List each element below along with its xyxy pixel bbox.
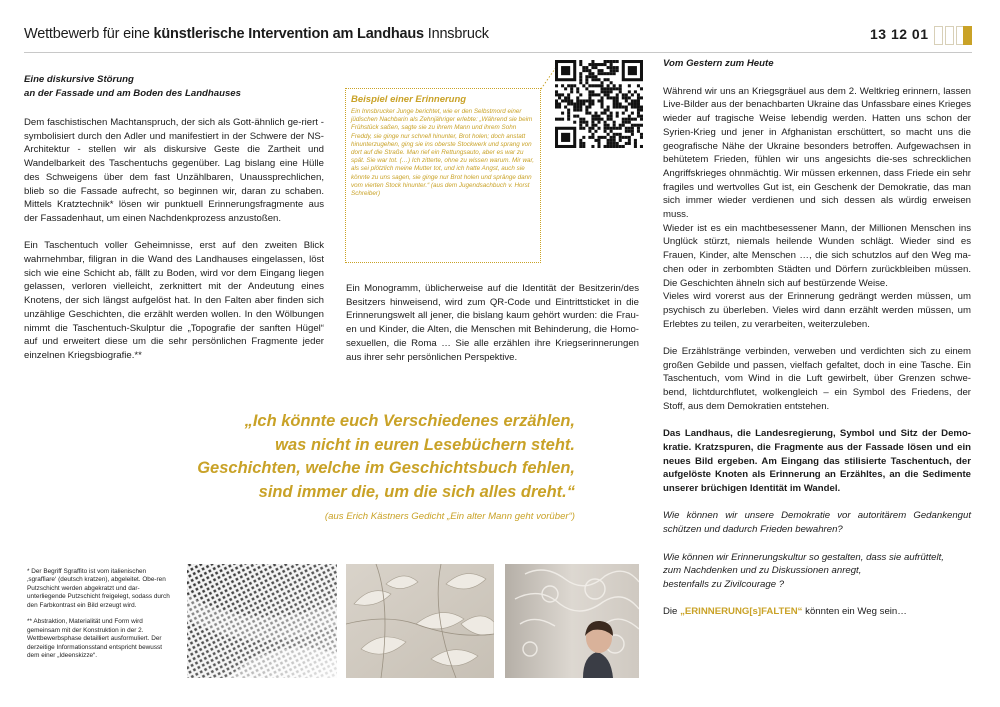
paragraph-bold: Das Landhaus, die Landesregierung, Symbol und Sitz der Demo-kratie. Kratzspuren, die Fragmente aus der Fassade lösen und ein neues Bild ergeben. Am Eingang das stilisierte Taschentuch, der aufgelöste Knoten als Erinnerung an Erzähltes, an die Sedimente unserer brüchigen Identität im Wandel.: [663, 428, 971, 495]
closing-line: [663, 605, 971, 619]
quote-line: „Ich könnte euch Verschiedenes erzählen,: [244, 412, 575, 430]
kaestner-quote: [100, 410, 575, 505]
monogram-text: [346, 282, 639, 378]
header-rule: [24, 52, 972, 53]
paragraph: Während wir uns an Kriegsgräuel aus dem 2. Weltkrieg erinnern, lassen Live-Bilder aus der benachbarten Ukraine das Unfassbare eines Krieges wieder auf tragische Weise lebendig werden. Hatten uns schon der Syrien-Krieg und jener in Afghanistan erschüttert, so macht uns die geografische Nähe der Ukraine besonders betroffen. Aufgewachsen in behütetem Frieden, fühlen wir uns angesichts die-ses schrecklichen Angriffskrieges ohnmächtig. Wir müssen erkennen, dass Friede ein sehr fragiles und wertvolles Gut ist, ein Geschenk der Demokratie, das man sich immer wieder verdienen und sich dessen als würdig erweisen muss.: [663, 85, 971, 221]
intro-title: [24, 73, 324, 100]
question-line: zum Nachdenken und zu Diskussionen anregt,: [663, 565, 862, 577]
header-prefix: Wettbewerb für eine: [24, 26, 154, 42]
quote-line: sind immer die, um die sich alles dreht.“: [258, 483, 575, 502]
quote-line: Geschichten, welche im Geschichtsbuch fehlen,: [197, 459, 575, 478]
intro-text: [24, 116, 324, 376]
footnote: ** Abstraktion, Materialität und Form wird gemeinsam mit der Konstruktion in der 2. Wettbewerbsphase detailliert ausformuliert. Der derzeitige Informationsstand entspricht bewusst dem einer „Ideenskizze“.: [27, 618, 162, 660]
intro-title-line: Eine diskursive Störung: [24, 74, 134, 85]
example-box-title: Beispiel einer Erinnerung: [351, 94, 467, 105]
paragraph: Ein Taschentuch voller Geheimnisse, erst auf den zweiten Blick wahrnehmbar, filigran in die Wand des Landhauses eingelassen, löst sich wie eine Schicht ab, fällt zu Boden, wird vor dem Eingang liegen gelassen, verloren vielleicht, zerknittert mit der Andeutung eines Knotens, der sich längst aufgelöst hat. In den Falten aber finden sich unzählige Geschichten, die erzählt werden wollen. In den Wölbungen nimmt die Taschentuch-Skulptur die „Topografie der sanften Hügel“ auf und erweitert diese um die sehr persönlichen Fragmente jeder einzelnen Kriegsbiografie.**: [24, 240, 324, 361]
paragraph: Die Erzählstränge verbinden, verweben und verdichten sich zu einem großen Gebilde und passen, vielfach gefaltet, doch in eine Tasche. Ein Taschentuch, vom Wind in die Luft gewirbelt, über Grenzen schwe-bend, lichtdurchflutet, wolkengleich – ein Symbol des Friedens, der Stoff, aus dem Demokratien entstehen.: [663, 346, 971, 412]
page-marker-active: [963, 26, 972, 45]
footnotes: [27, 568, 175, 669]
sgraffito-texture-image: [187, 564, 337, 678]
child-with-fabric-image: [505, 564, 639, 678]
header-bold: künstlerische Intervention am Landhaus: [153, 26, 424, 42]
page-marker-box: [934, 26, 943, 45]
closing-prefix: Die: [663, 606, 681, 618]
qr-code-icon[interactable]: [555, 60, 643, 148]
right-column-text: [663, 57, 971, 633]
paragraph: Ein Monogramm, üblicherweise auf die Identität der Besitzerin/des Besitzers hinweisend, wird zum QR-Code und Eintrittsticket in die Erinnerungswelt all jener, die bislang kaum gehört wurden: die Frau-en und Kinder, die Alten, die Menschen mit Behinderung, die Homo-sexuellen, die Roma … Sie alle erzählen ihre Kriegserinnerungen aus ihrer sehr persönlichen Perspektive.: [346, 283, 639, 363]
quote-line: was nicht in euren Lesebüchern steht.: [275, 435, 575, 454]
paragraph: Wieder ist es ein machtbesessener Mann, der Millionen Menschen ins Unglück stürzt, niemals heilende Wunden schlägt. Wieder sind es Frauen, Kinder, alte Menschen …, die sich schutzlos auf den Weg ma-chen oder in zerbombten Städten und Dörfern zurückbleiben müssen. Die Geschichten ähneln sich auf bestürzende Weise.: [663, 222, 971, 289]
document-header: [24, 26, 489, 42]
footnote: * Der Begriff Sgraffito ist vom italienischen ‚sgraffiare‘ (deutsch kratzen), abgeleitet. Obe-ren Putzschicht werden abgekratzt und dar-unterliegende Putzschicht freigelegt, sodass durch den Farbkontrast ein Bild erzeugt wird.: [27, 568, 170, 609]
question-line: bestenfalls zu Zivilcourage ?: [663, 578, 785, 590]
closing-suffix: könnten ein Weg sein…: [802, 606, 907, 618]
page-number: 13 12 01: [870, 26, 929, 42]
paragraph: Dem faschistischen Machtanspruch, der sich als Gott-ähnlich ge-riert - symbolisiert durch den Adler und manifestiert in der Schwere der NS-Architektur - stellen wir als diskursive Geste die Zartheit und Wandelbarkeit des Taschentuchs gegenüber. Lag bislang eine Hülle des Schweigens über dem fast Unzählbaren, Unaussprechlichen, blieb so die Fassade aufrecht, so beginnen wir, daran zu schaben. Mittels Kratztechnik* lösen wir punktuell Erinnerungsfragmente aus der Fassadenhaut, um einen Nachdenkprozess anzustoßen.: [24, 117, 324, 224]
section-title: Vom Gestern zum Heute: [663, 58, 774, 69]
intro-title-line: an der Fassade und am Boden des Landhauses: [24, 87, 241, 99]
project-name-highlight: „ERINNERUNG[s]FALTEN“: [680, 606, 803, 618]
question: [663, 551, 971, 592]
page-marker-box: [945, 26, 954, 45]
example-box-body: Ein Innsbrucker Junge berichtet, wie er den Selbstmord einer jüdischen Nachbarin als Zehnjähriger erlebte: „Während sie beim Frühstück saßen, sagte sie zu ihrem Mann und ihrem Sohn Freddy, sie ginge nur schnell hinunter, Brot holen; doch anstatt hinunterzugehen, ging sie ins oberste Stockwerk und sprang von dort auf die Straße. Man rief ein Rettungsauto, aber es war zu spät. Sie war tot. (…) Ich zitterte, ohne zu wissen warum. Mir war, als sei plötzlich meine Mutter tot, und ich hatte Angst, auch sie könnte zu uns sagen, sie ginge nur Brot holen und spränge dann vom vierten Stock hinunter.“ (aus dem Jugendsachbuch v. Horst Schreiber): [351, 108, 535, 198]
paragraph: Vieles wird vorerst aus der Erinnerung gedrängt werden müssen, um psychisch zu überleben. Vieles wird dann erzählt werden müssen, um Erlebtes zu teilen, zu verarbeiten, weiterzuleben.: [663, 291, 971, 330]
quote-source: (aus Erich Kästners Gedicht „Ein alter Mann geht vorüber“): [324, 511, 575, 522]
question-line: Wie können wir Erinnerungskultur so gestalten, dass sie aufrüttelt,: [663, 551, 944, 563]
header-suffix: Innsbruck: [423, 26, 489, 42]
question: Wie können wir unsere Demokratie vor autoritärem Gedankengut schützen und dadurch Frieden bewahren?: [663, 510, 971, 536]
example-box: [345, 88, 541, 263]
leaf-relief-image: [346, 564, 494, 678]
